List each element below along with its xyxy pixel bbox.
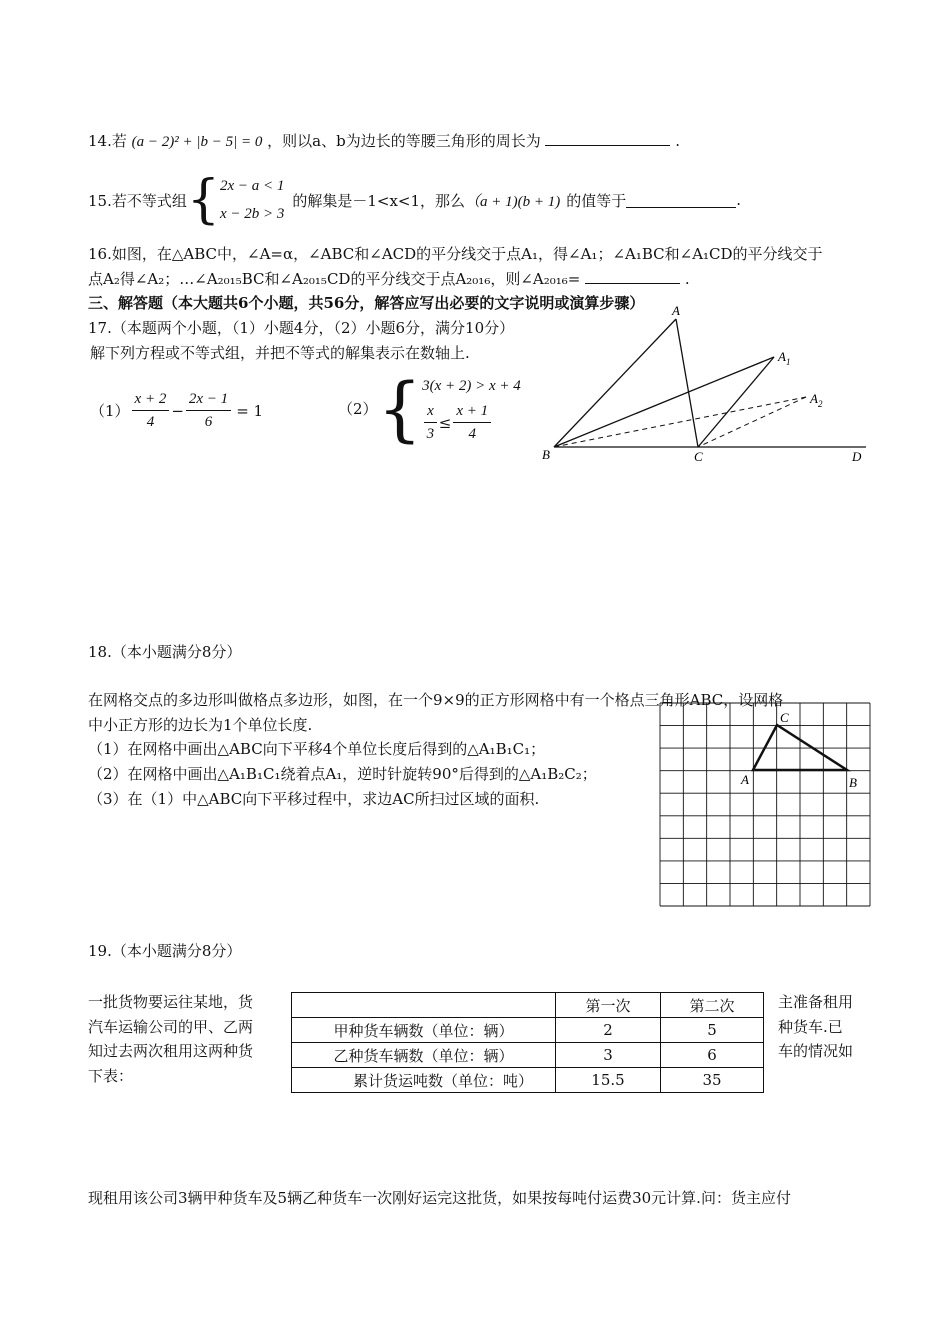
q16-line1: 16.如图，在△ABC中，∠A=α，∠ABC和∠ACD的平分线交于点A₁，得∠A₁；∠A₁BC和∠A₁CD的平分线交于 [88, 245, 823, 263]
label-c: C [694, 449, 703, 464]
q17-title: 17.（本题两个小题，（1）小题4分，（2）小题6分，满分10分） [88, 319, 515, 337]
q14-text: ，则以a、b为边长的等腰三角形的周长为 [267, 132, 541, 150]
line-ba2 [554, 397, 806, 447]
q16-line2: 点A₂得∠A₂；…∠A₂₀₁₅BC和∠A₂₀₁₅CD的平分线交于点A₂₀₁₆，则∠A₂₀₁₆= . [88, 270, 690, 288]
q15-text: 的解集是－1<x<1，那么 [292, 191, 466, 210]
label-a: A [672, 305, 680, 318]
q18-item2: （2）在网格中画出△A₁B₁C₁绕着点A₁，逆时针旋转90°后得到的△A₁B₂C₂； [88, 765, 597, 783]
q19-bottom-text: 现租用该公司3辆甲种货车及5辆乙种货车一次刚好运完这批货，如果按每吨付运费30元计算.问：货主应付 [88, 1189, 791, 1207]
q17-part1: （1） $\frac{x + 2}{4}$ − $\frac{2x - 1}{6}$ = 1 [90, 388, 263, 433]
q18-item1: （1）在网格中画出△ABC向下平移4个单位长度后得到的△A₁B₁C₁； [88, 740, 546, 758]
label-d: D [852, 449, 862, 464]
grid-label-a: A [741, 772, 749, 787]
q19-left-text: 一批货物要运往某地，货 汽车运输公司的甲、乙两 知过去两次租用这两种货 下表： [88, 993, 254, 1085]
q14-prefix: 14.若 [88, 132, 127, 150]
q18-item3: （3）在（1）中△ABC向下平移过程中，求边AC所扫过区域的面积. [88, 790, 540, 808]
line-ba [554, 319, 676, 447]
q18-line1: 在网格交点的多边形叫做格点多边形，如图，在一个9×9的正方形网格中有一个格点三角形ABC，设网格 [88, 691, 784, 709]
q14-formula: (a − 2)² + |b − 5| = 0 [131, 134, 263, 150]
line-a2c [698, 397, 806, 447]
freight-table [291, 992, 764, 1093]
q17-part2: （2） { 3(x + 2) > x + 4 $\frac{x}{3}$ ≤ $\frac{x + 1}{4}$ [338, 367, 521, 450]
q15-text2: 的值等于 [566, 191, 627, 210]
q15-expr: （a + 1)(b + 1) [465, 193, 561, 210]
square-grid [660, 703, 870, 906]
grid-label-b: B [849, 775, 857, 790]
q15-system: 2x − a < 1 x − 2b > 3 [219, 178, 285, 222]
q16-answer-blank[interactable] [585, 269, 680, 284]
section-3-heading: 三、解答题（本大题共6个小题，共56分，解答应写出必要的文字说明或演算步骤） [88, 294, 645, 312]
q17-instruction: 解下列方程或不等式组，并把不等式的解集表示在数轴上. [90, 344, 470, 362]
q18-title: 18.（本小题满分8分） [88, 643, 242, 661]
q14-answer-blank[interactable] [545, 131, 670, 146]
line-ac [676, 319, 698, 447]
label-a2: $A_2$ [810, 391, 823, 409]
label-a1: $A_1$ [778, 349, 791, 367]
question-15: 15.若不等式组 { 2x − a < 1 x − 2b > 3 的解集是－1<x<1，那么 （a + 1)(b + 1) 的值等于 . [88, 170, 742, 230]
q19-title: 19.（本小题满分8分） [88, 942, 242, 960]
table-header-row: 第一次 第二次 [292, 993, 764, 1018]
table-row: 累计货运吨数（单位：吨） 15.5 35 [292, 1068, 764, 1093]
angle-bisector-figure [530, 305, 880, 470]
line-a1c [698, 357, 774, 447]
q18-line2: 中小正方形的边长为1个单位长度. [88, 716, 313, 734]
q19-right-text: 主准备租用 种货车.已 车的情况如 [778, 993, 854, 1060]
q15-answer-blank[interactable] [626, 193, 736, 208]
q15-brace: { [186, 170, 220, 230]
table-row: 乙种货车辆数（单位：辆） 3 6 [292, 1043, 764, 1068]
table-row: 甲种货车辆数（单位：辆） 2 5 [292, 1018, 764, 1043]
label-b: B [542, 447, 550, 462]
question-14: 14.若 (a − 2)² + |b − 5| = 0 ，则以a、b为边长的等腰三角形的周长为 . [88, 132, 681, 150]
grid-label-c: C [780, 710, 789, 725]
q15-prefix: 15.若不等式组 [88, 191, 187, 210]
grid-figure [655, 700, 875, 910]
line-ba1 [554, 357, 774, 447]
